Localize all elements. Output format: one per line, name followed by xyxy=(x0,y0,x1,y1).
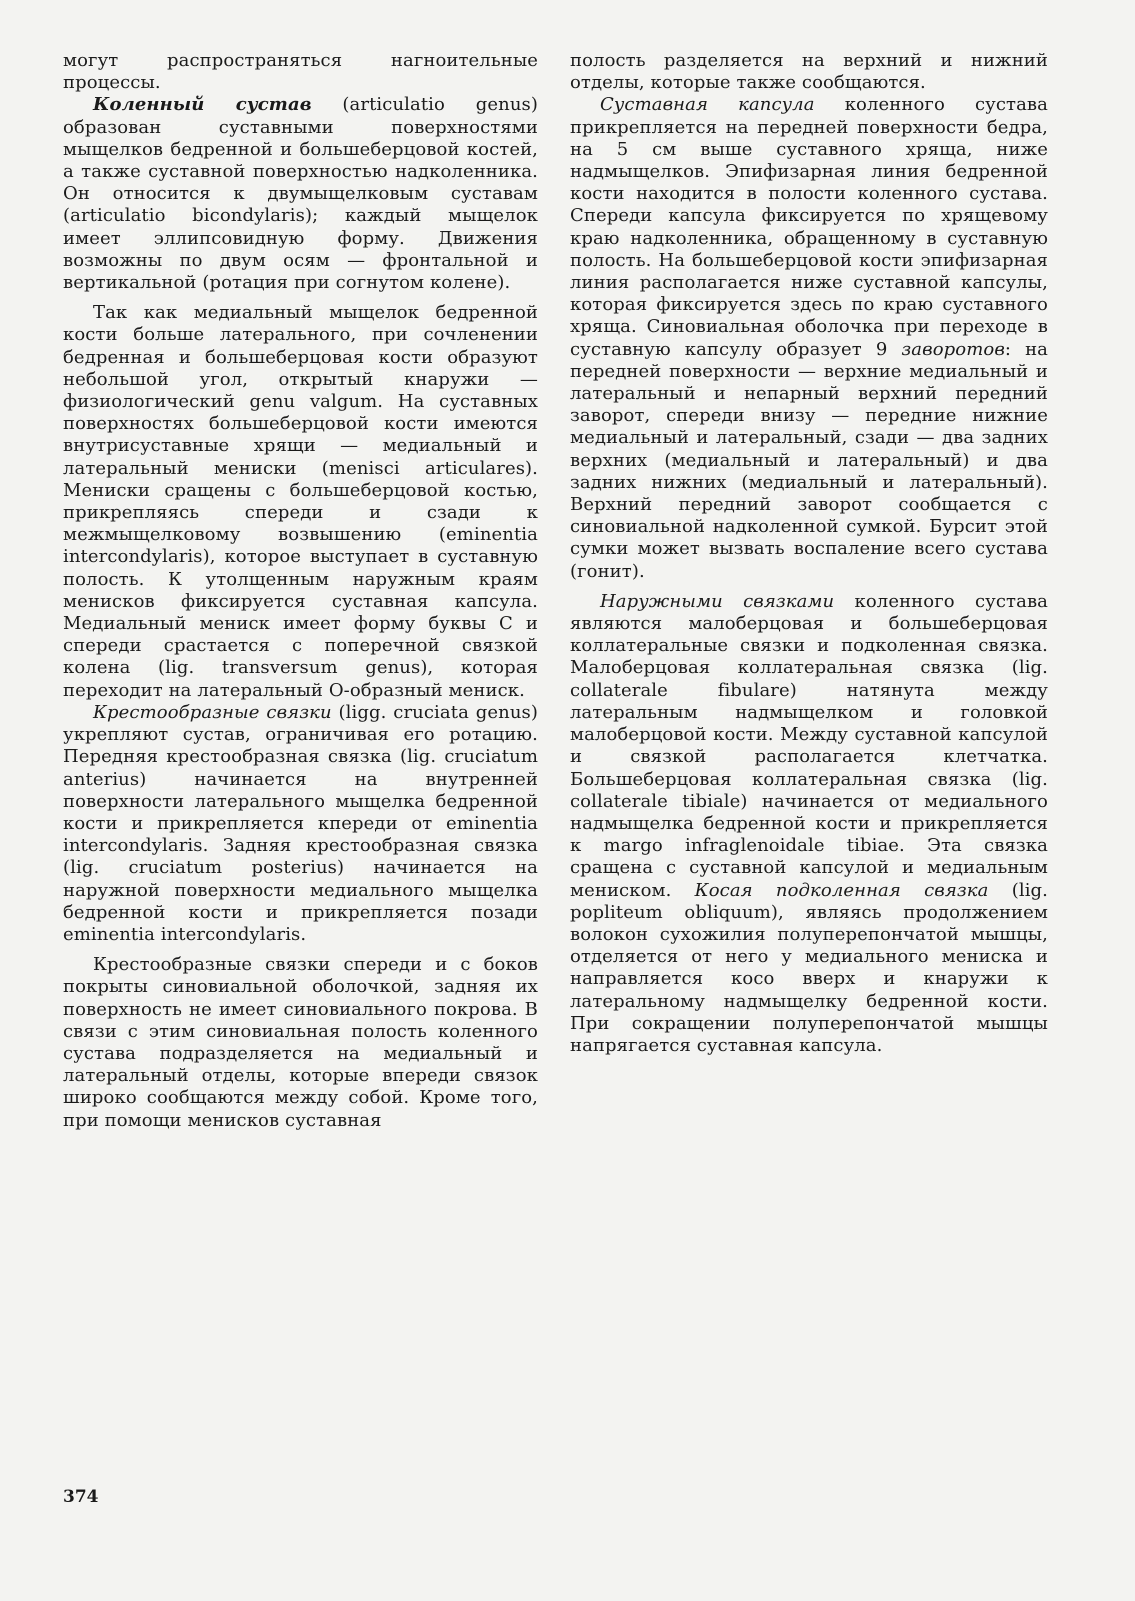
term-inline: Косая подколенная связка xyxy=(694,879,989,901)
paragraph-text: могут распространяться нагноительные процессы. xyxy=(63,50,538,94)
paragraph-text: (lig. popliteum obliquum), являясь продолжением волокон сухожилия полуперепончатой мышцы, отделяется от него у медиального мениска и направляется косо вверх и кнаружи к латеральному надмыщелку бедренной кости. При сокращении полуперепончатой мышцы напрягается суставная капсула. xyxy=(570,879,1049,1056)
term-heading: Коленный сустав xyxy=(93,94,312,116)
term-heading: Крестообразные связки xyxy=(93,701,332,723)
left-text-column xyxy=(63,50,538,1132)
paragraph-external-ligaments xyxy=(570,591,1048,1057)
paragraph-continuation xyxy=(570,50,1048,94)
paragraph-text: : на передней поверхности — верхние медиальный и латеральный и непарный верхний передний заворот, спереди внизу — передние нижние медиальный и латеральный, сзади — два задних верхних (медиальный и латеральный) и два задних нижних (медиальный и латеральный). Верхний передний заворот сообщается с синовиальной надколенной сумкой. Бурсит этой сумки может вызвать воспаление всего сустава (гонит). xyxy=(570,338,1048,582)
paragraph-synovial xyxy=(63,954,538,1132)
paragraph-text: Так как медиальный мыщелок бедренной кости больше латерального, при сочленении бедренная и большеберцовая кости образуют небольшой угол, открытый кнаружи — физиологический genu valgum. На суставных поверхностях большеберцовой кости имеются внутрисуставные хрящи — медиальный и латеральный мениски (menisci articulares). Мениски сращены с большеберцовой костью, прикрепляясь спереди и сзади к межмыщелковому возвышению (eminentia intercondylaris), которое выступает в суставную полость. К утолщенным наружным краям менисков фиксируется суставная капсула. Медиальный мениск имеет форму буквы С и спереди срастается с поперечной связкой колена (lig. transversum genus), которая переходит на латеральный О-образный мениск. xyxy=(63,302,538,701)
term-inline: заворотов xyxy=(901,338,1005,360)
paragraph-text: (ligg. cruciata genus) укрепляют сустав, ограничивая его ротацию. Передняя крестообразная связка (lig. cruciatum anterius) начинается на внутренней поверхности латерального мыщелка бедренной кости и прикрепляется кпереди от eminentia intercondylaris. Задняя крестообразная связка (lig. cruciatum posterius) начинается на наружной поверхности медиального мыщелка бедренной кости и прикрепляется позади eminentia intercondylaris. xyxy=(63,701,538,945)
paragraph-knee-joint xyxy=(63,94,538,294)
paragraph-text: полость разделяется на верхний и нижний отделы, которые также сообщаются. xyxy=(570,50,1048,94)
right-text-column xyxy=(570,50,1048,1057)
paragraph-continuation xyxy=(63,50,538,94)
paragraph-text: коленного сустава являются малоберцовая и большеберцовая коллатеральные связки и подколенная связка. Малоберцовая коллатеральная связка (lig. collaterale fibulare) натянута между латеральным надмыщелком и головкой малоберцовой кости. Между суставной капсулой и связкой располагается клетчатка. Большеберцовая коллатеральная связка (lig. collaterale tibiale) начинается от медиального надмыщелка бедренной кости и прикрепляется к margo infraglenoidale tibiae. Эта связка сращена с суставной капсулой и медиальным мениском. xyxy=(570,590,1049,901)
term-heading: Наружными связками xyxy=(600,590,835,612)
paragraph-text: коленного сустава прикрепляется на передней поверхности бедра, на 5 см выше суставного хряща, ниже надмыщелков. Эпифизарная линия бедренной кости находится в полости коленного сустава. Спереди капсула фиксируется по хрящевому краю надколенника, обращенному в суставную полость. На большеберцовой кости эпифизарная линия располагается ниже суставной капсулы, которая фиксируется здесь по краю суставного хряща. Синовиальная оболочка при переходе в суставную капсулу образует 9 xyxy=(570,94,1049,360)
page-number: 374 xyxy=(63,1487,99,1507)
paragraph-joint-capsule xyxy=(570,94,1048,582)
paragraph-menisci xyxy=(63,302,538,702)
term-heading: Суставная капсула xyxy=(600,94,815,116)
paragraph-text: Крестообразные связки спереди и с боков покрыты синовиальной оболочкой, задняя их поверхность не имеет синовиального покрова. В связи с этим синовиальная полость коленного сустава подразделяется на медиальный и латеральный отделы, которые впереди связок широко сообщаются между собой. Кроме того, при помощи менисков суставная xyxy=(63,954,538,1131)
paragraph-cruciate-ligaments xyxy=(63,702,538,946)
paragraph-text: (articulatio genus) образован суставными поверхностями мыщелков бедренной и большеберцовой костей, а также суставной поверхностью надколенника. Он относится к двумыщелковым суставам (articulatio bicondylaris); каждый мыщелок имеет эллипсовидную форму. Движения возможны по двум осям — фронтальной и вертикальной (ротация при согнутом колене). xyxy=(63,94,538,294)
